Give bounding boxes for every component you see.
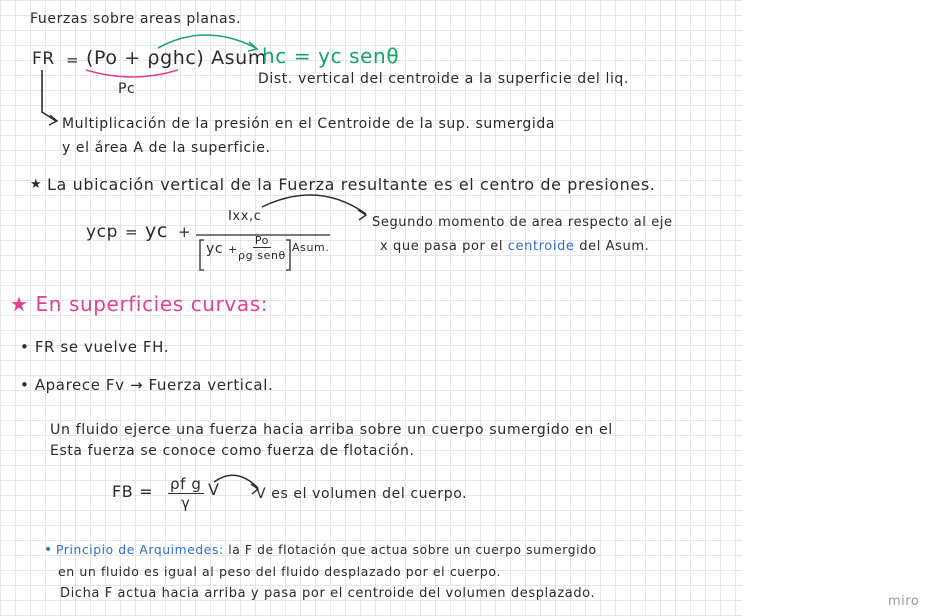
rho-f-g-numerator: ρf g xyxy=(170,475,202,493)
gamma-symbol: γ xyxy=(181,494,191,512)
curved-surfaces-heading: ★ En superficies curvas: xyxy=(10,292,269,316)
volume-note: V es el volumen del cuerpo. xyxy=(256,486,468,502)
bullet-fv: • Aparece Fv → Fuerza vertical. xyxy=(20,376,274,394)
fr-explanation-arrow xyxy=(42,70,56,121)
miro-watermark: miro xyxy=(888,594,920,609)
ycp-plus: + xyxy=(178,223,192,241)
second-moment-numerator: Ixx,c xyxy=(228,209,262,224)
explanation-line-2: y el área A de la superficie. xyxy=(62,140,271,156)
denominator-left-bracket xyxy=(200,240,204,270)
archimedes-line-2: en un fluido es igual al peso del fluido desplazado por el cuerpo. xyxy=(58,564,501,579)
moment-link-arrow xyxy=(262,195,366,214)
ycp-note-suffix: del Asum. xyxy=(579,239,650,254)
archimedes-line-1 xyxy=(56,544,597,556)
volume-link-arrow xyxy=(214,475,258,488)
po-over-rho-g-fraction xyxy=(238,235,286,261)
po-numerator: Po xyxy=(254,234,270,247)
pressure-centroid-label: Pc xyxy=(118,81,136,97)
bullet-fr-fh: • FR se vuelve FH. xyxy=(20,338,170,356)
force-symbol: FR xyxy=(32,49,55,69)
denominator-plus: + xyxy=(228,243,238,256)
fr-arrowhead xyxy=(49,115,57,125)
archimedes-line-1-rest: la F de flotación que actua sobre un cuerpo sumergido xyxy=(228,543,597,557)
star-icon: ★ xyxy=(30,177,43,192)
ycp-note-prefix: x que pasa por el xyxy=(380,239,504,254)
centroide-highlight: centroide xyxy=(507,239,575,254)
explanation-line-1: Multiplicación de la presión en el Centroide de la sup. sumergida xyxy=(62,116,556,132)
pressure-underline xyxy=(86,70,178,77)
archimedes-bullet: • xyxy=(44,542,53,558)
buoyancy-paragraph-line-1: Un fluido ejerce una fuerza hacia arriba sobre un cuerpo sumergido en el xyxy=(50,422,613,438)
denominator-yc: yc xyxy=(206,241,224,257)
rho-f-g-fraction xyxy=(168,477,204,511)
archimedes-line-3: Dicha F actua hacia arriba y pasa por el centroide del volumen desplazado. xyxy=(60,586,596,601)
center-of-pressure-text: La ubicación vertical de la Fuerza resultante es el centro de presiones. xyxy=(47,175,656,194)
equals-sign: = xyxy=(66,51,80,69)
rho-g-sen-denominator: ρg senθ xyxy=(238,249,286,262)
moment-arrowhead xyxy=(358,210,366,220)
ycp-equals: = xyxy=(125,223,139,241)
ycp-note-line-2 xyxy=(380,240,649,253)
archimedes-label: Principio de Arquimedes: xyxy=(56,543,224,557)
ycp-yc: yc xyxy=(145,220,168,242)
denominator-asum: Asum. xyxy=(292,241,330,254)
ycp-note-line-1: Segundo momento de area respecto al eje xyxy=(372,215,673,230)
volume-symbol: V xyxy=(208,480,220,499)
fb-lhs: FB = xyxy=(112,482,154,501)
hc-definition: hc = yc senθ xyxy=(262,44,400,68)
hc-description: Dist. vertical del centroide a la superficie del liq. xyxy=(258,71,629,87)
page-title: Fuerzas sobre areas planas. xyxy=(30,11,242,27)
denominator-right-bracket xyxy=(286,240,290,270)
buoyancy-paragraph-line-2: Esta fuerza se conoce como fuerza de flotación. xyxy=(50,443,415,459)
ycp-symbol: ycp xyxy=(86,222,118,242)
force-formula: (Po + ρghc) Asum xyxy=(86,47,267,69)
